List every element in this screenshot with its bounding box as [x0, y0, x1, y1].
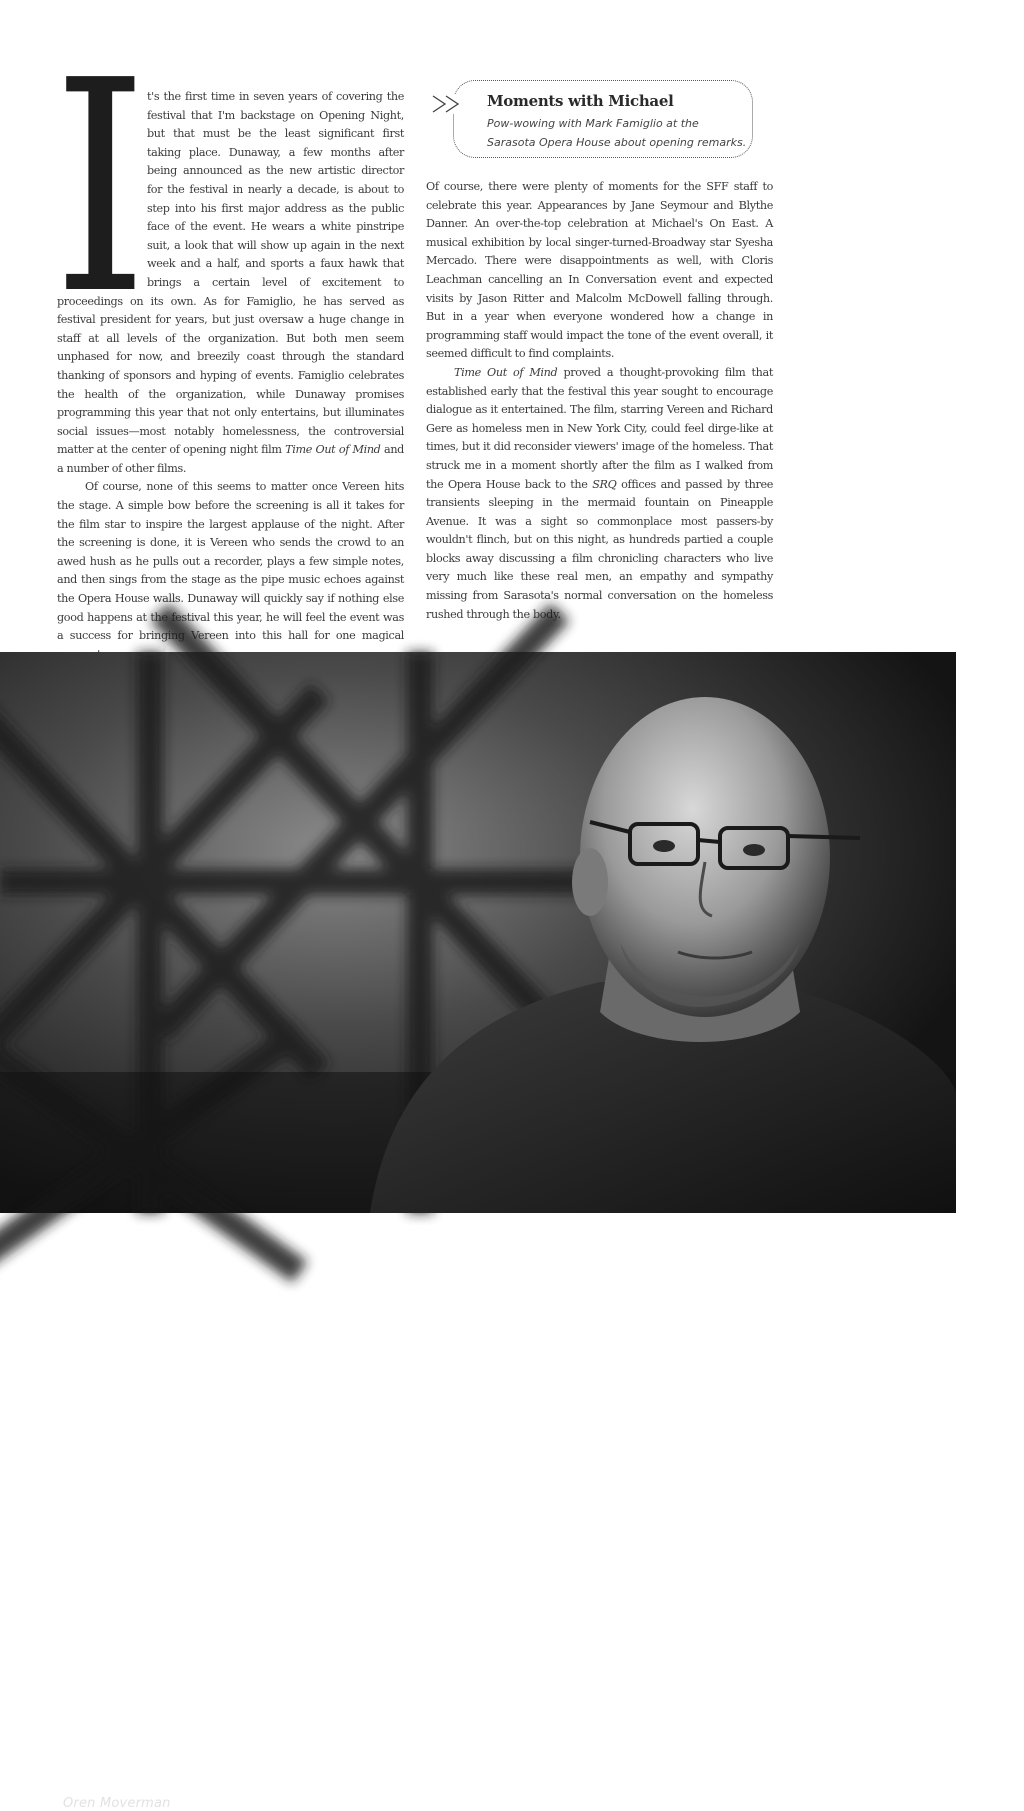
- paragraph-text: offices and passed by three transients sleeping in the mermaid fountain on Pineapple Avenue. It was a sight so commonplace most passers-by wouldn't flinch, but on this night, as hundreds partied a couple blocks away discussing a film chronicling characters who live very much like these real men, an empathy and sympathy missing from Sarasota's normal conversation on the homeless rushed through the body.: [426, 477, 773, 621]
- paragraph: Of course, none of this seems to matter once Vereen hits the stage. A simple bow before the screening is all it takes for the film star to inspire the largest applause of the night. After the screening is done, it is Vereen who sends the crowd to an awed hush as he pulls out a recorder, plays a few simple notes, and then sings from the stage as the pipe music echoes against the Opera House walls. Dunaway will quickly say if nothing else good happens at the festival this year, he will feel the event was a success for bringing Vereen into this hall for one magical: [57, 480, 404, 643]
- sidebar-subtitle: Pow-wowing with Mark Famiglio at the Sarasota Opera House about opening remarks.: [487, 117, 747, 149]
- portrait-photo-illustration: [0, 652, 956, 1213]
- paragraph: [426, 364, 773, 624]
- article-left-column: [53, 18, 404, 664]
- photo-caption: Oren Moverman: [63, 1796, 171, 1811]
- film-title: Time Out of Mind: [454, 365, 558, 379]
- magazine-name: SRQ: [592, 477, 617, 491]
- sidebar-title: Moments with Michael: [487, 92, 674, 110]
- drop-cap-container: [53, 18, 148, 358]
- paragraph-text: proved a thought-provoking film that established early that the festival this year sought to encourage dialogue as it entertained. The film, starring Vereen and Richard Gere as homeless men in New York City, could feel dirge-like at times, but it did reconsider viewers' image of the homeless. That struck me in a moment shortly after the film as I walked from the Opera House back to the: [426, 365, 773, 491]
- paragraph: Of course, there were plenty of moments for the SFF staff to celebrate this year. Appearances by Jane Seymour and Blythe Danner. An over-the-top celebration at Michael's On East. A musical exhibition by local singer-turned-Broadway star Syesha Mercado. There were disappointments as well, with Cloris Leachman cancelling an In Conversation event and expected visits by Jason Ritter and Malcolm McDowell falling through. But in a year when everyone wondered how a change in programming staff would impact the tone of the event overall, it seemed difficult to find complaints.: [426, 180, 773, 361]
- paragraph-text: and a number of other films.: [57, 443, 404, 475]
- paragraph-text: t's the first time in seven years of covering the festival that I'm backstage on Opening Night, but that must be the least significant first taking place. Dunaway, a few months after being announced as the new artistic director for the festival in nearly a decade, is about to step into his first major address as the public face of the event. He wears a white pinstripe suit, a look that will show up again in the next week and a half, and sports a faux hawk that brings a certain level of excitement to proceedings on its own. As for Famiglio, he has served as festival president for years, but just oversaw a huge change in staff at all levels of the organization. But both men seem unphased for now, and breezily coast through the standard thanking of sponsors and hyping of events. Famiglio celebrates the health of the organization, while Dunaway promises programming this year that not only entertains, but illuminates social issues—most notably homelessness, the controversial matter at the center of opening night film: [57, 90, 404, 457]
- portrait-photo: [0, 652, 956, 1811]
- film-title: Time Out of Mind: [285, 443, 381, 457]
- drop-cap: I: [53, 18, 148, 358]
- double-chevron-right-icon: [432, 94, 466, 114]
- article-right-column: [426, 178, 773, 624]
